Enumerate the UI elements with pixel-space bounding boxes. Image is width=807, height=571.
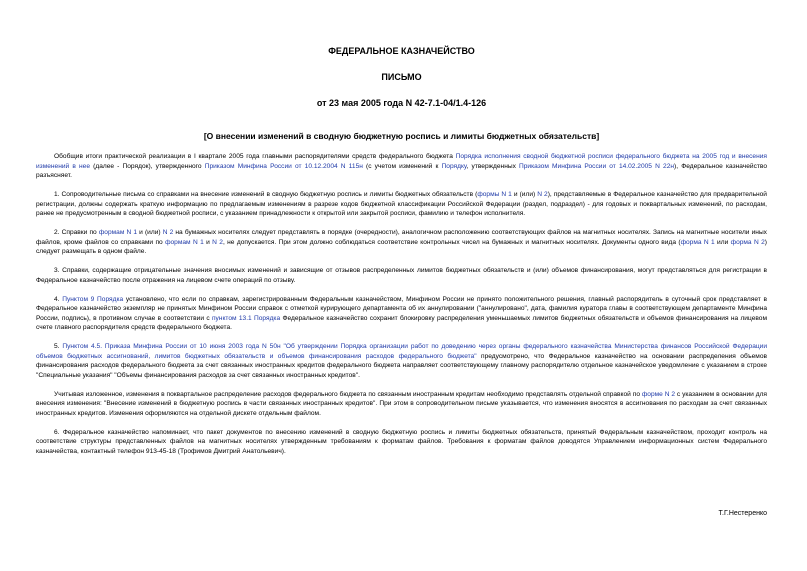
document-body xyxy=(36,152,767,466)
paragraph-text: предусмотрено, что Федеральное казначейство на основании распределения объемов финансирования расходов федерального бюджета за счет связанных иностранных кредитов федерального бюджета направляет соответствующему главному распорядителю отдельное казначейское уведомление с указанием в строке "Специальные указания" "Объемы финансирования расходов за счет связанных иностранных кредитов". xyxy=(36,352,768,379)
paragraph-text: (далее - Порядок), утвержденного xyxy=(90,162,205,170)
paragraph-text: 3. Справки, содержащие отрицательные значения вносимых изменений и зависящие от отзывов распределенных лимитов бюджетных обязательств и (или) объемов финансирования, могут представляться для регистрации в Федеральное казначейство после отражения на лицевом счете операций по отзыву. xyxy=(36,267,767,284)
paragraph-text: и (или) xyxy=(137,229,163,236)
paragraph-text: , не допускается. При этом должно соблюдаться соответствие контрольных чисел на бумажных и магнитных носителях. Документы одного вида ( xyxy=(222,238,681,246)
signature: Т.Г.Нестеренко xyxy=(718,510,767,517)
paragraph-text: (с учетом изменений к xyxy=(362,162,442,170)
document-link[interactable]: Пунктом 4.5. Приказа Минфина России от 10 июня 2003 года N 50н "Об утверждении Порядка организации работ по доведению через органы федерального казначейства Министерства финансов Российской Федерации объемов бюджетных ассигнований, лимитов бюджетных обязательств и объемов финансирования расходов федерального бюджета" xyxy=(36,343,767,360)
document-link[interactable]: форма N 1 xyxy=(680,238,715,246)
document-link[interactable]: формам N 1 xyxy=(165,238,204,246)
document-link[interactable]: форма N 2 xyxy=(730,238,765,246)
document-link[interactable]: N 2 xyxy=(212,238,223,246)
document-link[interactable]: N 2 xyxy=(162,229,174,236)
paragraph-6 xyxy=(36,428,767,457)
document-link[interactable]: Порядка исполнения сводной бюджетной росписи федерального бюджета на 2005 год и внесения изменений в нее xyxy=(36,153,767,170)
document-link[interactable]: Пунктом 9 Порядка xyxy=(62,295,124,303)
document-subject: [О внесении изменений в сводную бюджетную роспись и лимиты бюджетных обязательств] xyxy=(203,131,600,141)
paragraph-5 xyxy=(36,342,767,380)
document-link[interactable]: пунктом 13.1 Порядка xyxy=(211,314,281,322)
document-type: ПИСЬМО xyxy=(381,72,422,82)
paragraph-4 xyxy=(36,295,767,333)
document-date-number: от 23 мая 2005 года N 42-7.1-04/1.4-126 xyxy=(316,98,487,108)
paragraph-text: 2. Справки по xyxy=(54,229,99,236)
paragraph-text: на бумажных носителях следует представлять в порядке (очередности), аналогичном расположению соответствующих файлов на магнитных носителях. Запись на магнитные носители иных файлов, кроме файлов со справками по xyxy=(36,229,767,246)
paragraph-text: ) следует размещать в одном файле. xyxy=(36,238,767,255)
paragraph-text: и xyxy=(203,238,213,246)
paragraph-text: 4. xyxy=(54,295,63,303)
paragraph-text: ), Федеральное казначейство разъясняет. xyxy=(36,162,767,179)
document-link[interactable]: Приказом Минфина России от 14.02.2005 N 22н xyxy=(519,162,675,170)
document-link[interactable]: Приказом Минфина России от 10.12.2004 N 115н xyxy=(204,162,363,170)
document-link[interactable]: формы N 1 xyxy=(477,191,512,198)
paragraph-text: ), представляемые в Федеральное казначейство для предварительной регистрации, должны содержать краткую информацию по предлагаемым изменениям в разрезе кодов бюджетной классификации Российской Федерации (раздел, подраздел) - для годовых и поквартальных изменений, по расходам, ранее не предусмотренным в сводной бюджетной росписи, с указанием принадлежности к открытой или закрытой росписи, фамилию и телефон исполнителя. xyxy=(36,191,767,217)
paragraph-text: 1. Сопроводительные письма со справками на внесение изменений в сводную бюджетную роспись и лимиты бюджетных обязательств ( xyxy=(54,191,478,198)
document-link[interactable]: форме N 2 xyxy=(641,390,676,398)
document-link[interactable]: Порядку xyxy=(441,162,467,170)
paragraph-text: Учитывая изложенное, изменения в поквартальное распределение расходов федерального бюджета по связанным иностранным кредитам необходимо представлять отдельной справкой по xyxy=(54,390,642,398)
paragraph-text: или xyxy=(714,238,731,246)
paragraph-2 xyxy=(36,228,767,257)
document-link[interactable]: N 2 xyxy=(537,191,548,198)
paragraph-text: 5. xyxy=(54,343,63,350)
paragraph-text: установлено, что если по справкам, зарегистрированным Федеральным казначейством, Минфином России не принято положительного решения, главный распорядитель в суточный срок представляет в Федеральное казначейство экземпляр не принятых Минфином России справок с отметкой курирующего департамента об их аннулировании ("аннулировано", дата, фамилия куратора главы в соответствующем департаменте Минфина России, подпись), в противном случае в соответствии с xyxy=(36,295,767,322)
paragraph-3 xyxy=(36,266,767,285)
paragraph-1 xyxy=(36,190,767,219)
paragraph-text: и (или) xyxy=(511,191,538,198)
paragraph-5b xyxy=(36,390,767,419)
issuer-name: ФЕДЕРАЛЬНОЕ КАЗНАЧЕЙСТВО xyxy=(328,46,475,56)
paragraph-text: 6. Федеральное казначейство напоминает, что пакет документов по внесению изменений в сводную бюджетную роспись и лимиты бюджетных обязательств, принятый Федеральным казначейством, проходит контроль на соответствие структуры представленных файлов на магнитных носителях утвержденным требованиям к форматам файлов. Требования к форматам файлов доводятся Управлением информационных систем Федерального казначейства, контактный телефон 913-45-18 (Трофимов Дмитрий Анатольевич). xyxy=(36,428,767,455)
paragraph-intro xyxy=(36,152,767,181)
paragraph-text: Обобщив итоги практической реализации в I квартале 2005 года главными распорядителями средств федерального бюджета xyxy=(54,153,456,160)
paragraph-text: с указанием в основании для внесения изменения: "Внесение изменений в бюджетную роспись в части связанных иностранных кредитов". При этом в сопроводительном письме указывается, что изменения вносятся в ассигнования по расходам за счет связанных иностранных кредитов. Изменения оформляются на отдельной дискете отдельным файлом. xyxy=(36,390,767,417)
paragraph-text: , утвержденных xyxy=(466,162,520,170)
document-link[interactable]: формам N 1 xyxy=(98,229,138,236)
paragraph-text: Федеральное казначейство сохранит блокировку распределения уменьшаемых лимитов бюджетных обязательств и объемов финансирования на лицевом счете главного распорядителя средств федерального бюджета. xyxy=(36,314,767,331)
